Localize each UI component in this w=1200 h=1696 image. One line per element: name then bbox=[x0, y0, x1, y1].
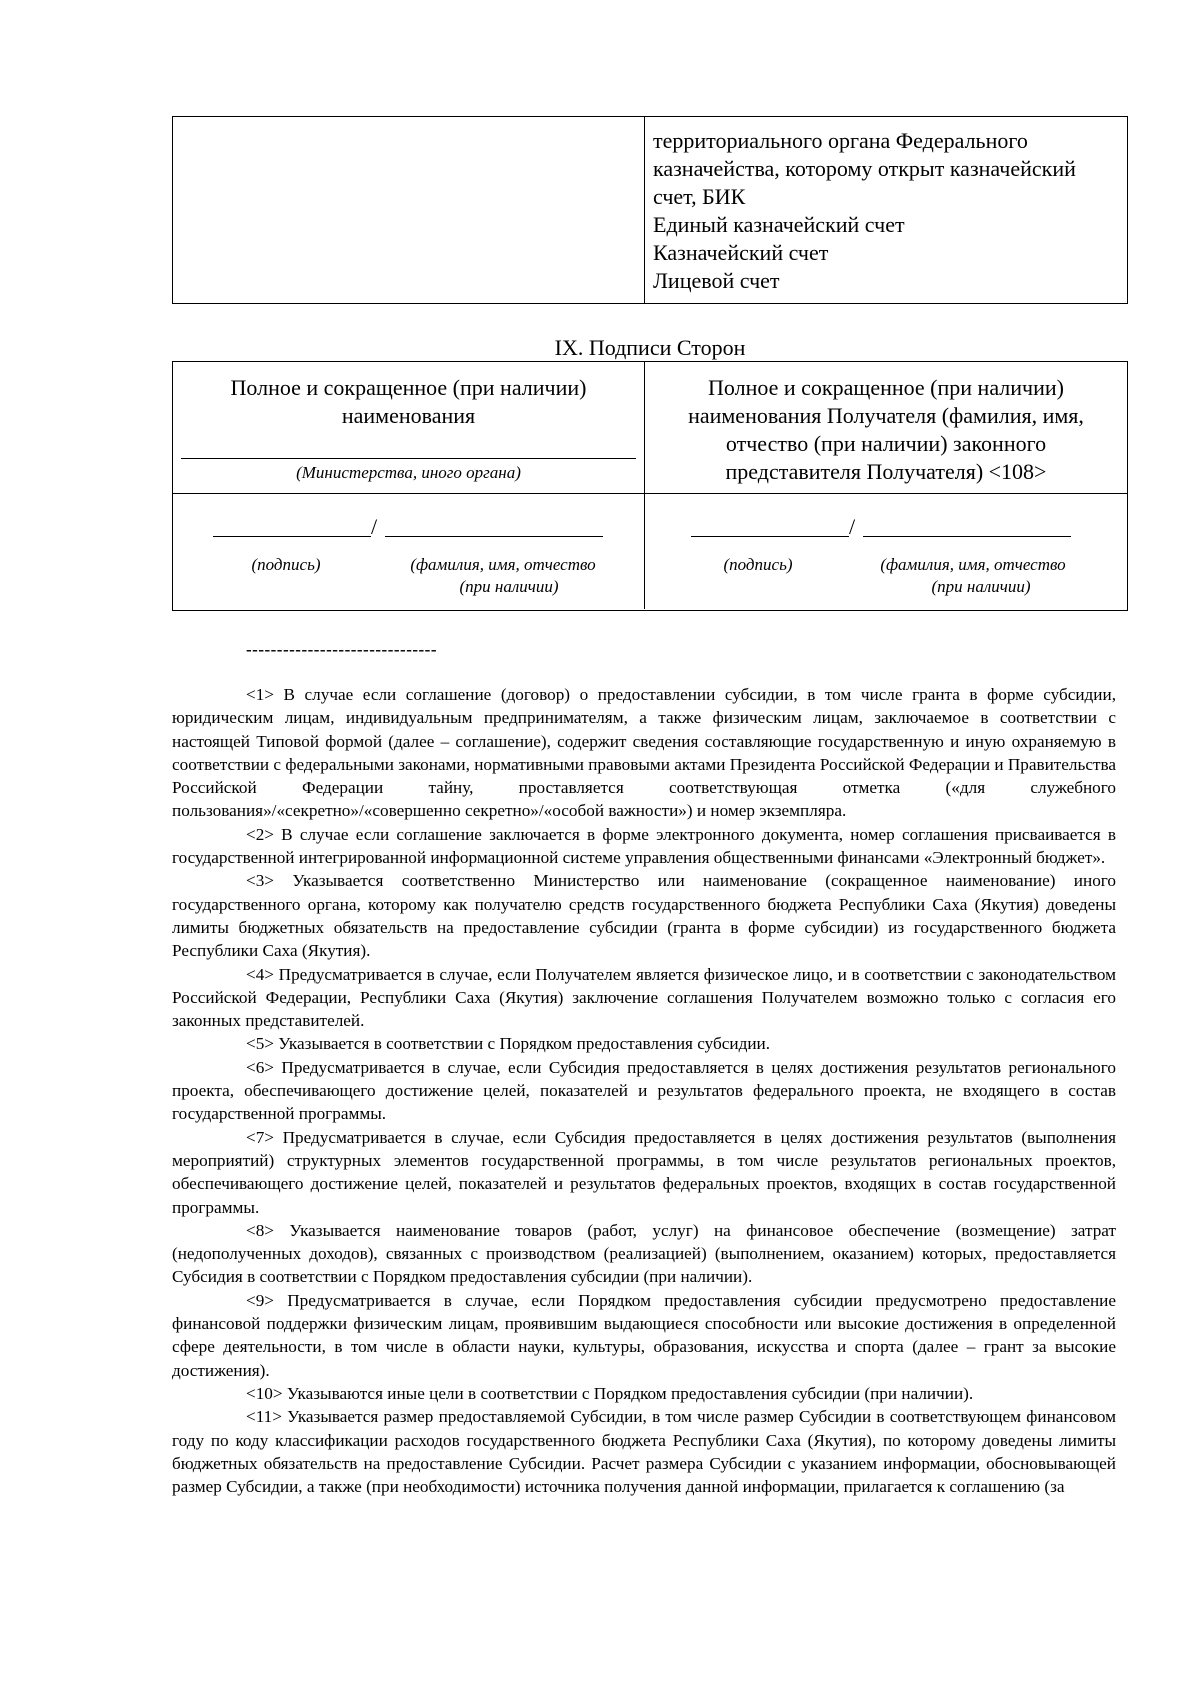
footnote: <9> Предусматривается в случае, если Порядком предоставления субсидии предусмотрено предоставление финансовой поддержки физическим лицам, проявившим выдающиеся способности или высокие достижения в определенной сфере деятельности, в том числе в области науки, культуры, образования, искусства и спорта (далее – грант за высокие достижения). bbox=[172, 1290, 1116, 1380]
name-label-2: (при наличии) bbox=[459, 577, 559, 596]
footnote: <5> Указывается в соответствии с Порядком предоставления субсидии. bbox=[246, 1034, 771, 1054]
bank-details-line: казначейства, которому открыт казначейский bbox=[653, 156, 1076, 181]
name-label: (фамилия, имя, отчество bbox=[880, 555, 1066, 574]
footnote: <8> Указывается наименование товаров (работ, услуг) на финансовое обеспечение (возмещение) затрат (недополученных доходов), связанных с производством (реализацией) (выполнением, оказанием) которых, предоставляется Субсидия в соответствии с Порядком предоставления субсидии (при наличии). bbox=[172, 1220, 1116, 1287]
bank-details-right-cell bbox=[645, 117, 1127, 303]
signature-line bbox=[213, 536, 371, 537]
bank-details-line: Казначейский счет bbox=[653, 240, 829, 265]
recipient-sign-cell bbox=[645, 494, 1127, 609]
signature-label: (подпись) bbox=[723, 555, 793, 574]
bank-details-table bbox=[172, 116, 1128, 304]
slash: / bbox=[371, 514, 378, 539]
slash: / bbox=[849, 514, 856, 539]
footnote: <10> Указываются иные цели в соответствии с Порядком предоставления субсидии (при наличии). bbox=[246, 1383, 974, 1403]
bank-details-left-cell bbox=[173, 117, 645, 303]
signatures-header-row bbox=[173, 362, 1127, 494]
footnote: <11> Указывается размер предоставляемой Субсидии, в том числе размер Субсидии в соответствующем финансовом году по коду классификации расходов государственного бюджета Республики Саха (Якутия), по которому доведены лимиты бюджетных обязательств на предоставление Субсидии. Расчет размера Субсидии с указанием информации, обосновывающей размер Субсидии, а также (при необходимости) источника получения данной информации, прилагается к соглашению (за bbox=[172, 1407, 1116, 1497]
name-line bbox=[863, 536, 1071, 537]
footnote: <2> В случае если соглашение заключается в форме электронного документа, номер соглашения присваивается в государственной интегрированной информационной системе управления общественными финансами «Электронный бюджет». bbox=[172, 824, 1116, 868]
bank-details-line: Лицевой счет bbox=[653, 268, 780, 293]
recipient-name-cell bbox=[645, 362, 1127, 493]
name-line bbox=[385, 536, 603, 537]
bank-details-line: территориального органа Федерального bbox=[653, 128, 1028, 153]
ministry-name-line bbox=[181, 458, 636, 459]
footnote: <6> Предусматривается в случае, если Субсидия предоставляется в целях достижения результатов регионального проекта, обеспечивающего достижение целей, показателей и результатов федерального проекта, не входящего в состав государственной программы. bbox=[172, 1057, 1116, 1124]
footnotes bbox=[172, 683, 1116, 1498]
footnote: <3> Указывается соответственно Министерство или наименование (сокращенное наименование) иного государственного органа, которому как получателю средств государственного бюджета Республики Саха (Якутия) доведены лимиты бюджетных обязательств на предоставление субсидии (гранта в форме субсидии) из государственного бюджета Республики Саха (Якутия). bbox=[172, 871, 1116, 961]
footnote: <7> Предусматривается в случае, если Субсидия предоставляется в целях достижения результатов (выполнения мероприятий) структурных элементов государственной программы, в том числе результатов региональных проектов, обеспечивающего достижение целей, показателей и результатов федеральных проектов, входящих в состав государственной программы. bbox=[172, 1127, 1116, 1217]
recipient-header: Полное и сокращенное (при наличии) наименования Получателя (фамилия, имя, отчество (при наличии) законного представителя Получателя) <108> bbox=[688, 375, 1084, 484]
signatures-sign-row bbox=[173, 494, 1127, 609]
bank-details-line: счет, БИК bbox=[653, 184, 746, 209]
signature-line bbox=[691, 536, 849, 537]
ministry-sign-cell bbox=[173, 494, 645, 609]
footnote-separator: ------------------------------- bbox=[246, 640, 437, 659]
section-title: IX. Подписи Сторон bbox=[554, 335, 746, 360]
footnote: <1> В случае если соглашение (договор) о предоставлении субсидии, в том числе гранта в форме субсидии, юридическим лицам, индивидуальным предпринимателям, а также физическим лицам, заключаемое в соответствии с настоящей Типовой формой (далее – соглашение), содержит сведения составляющие государственную и иную охраняемую в соответствии с федеральными законами, нормативными правовыми актами Президента Российской Федерации и Правительства Российской Федерации тайну, проставляется соответствующая отметка («для служебного пользования»/«секретно»/«совершенно секретно»/«особой важности») и номер экземпляра. bbox=[172, 685, 1116, 821]
name-label-2: (при наличии) bbox=[931, 577, 1031, 596]
ministry-caption: (Министерства, иного органа) bbox=[296, 463, 521, 482]
signatures-table bbox=[172, 361, 1128, 611]
signature-label: (подпись) bbox=[251, 555, 321, 574]
footnote: <4> Предусматривается в случае, если Получателем является физическое лицо, и в соответствии с законодательством Российской Федерации, Республики Саха (Якутия) заключение соглашения Получателем возможно только с согласия его законных представителей. bbox=[172, 964, 1116, 1031]
ministry-name-cell bbox=[173, 362, 645, 493]
name-label: (фамилия, имя, отчество bbox=[410, 555, 596, 574]
ministry-header: Полное и сокращенное (при наличии) наименования bbox=[230, 375, 587, 428]
bank-details-line: Единый казначейский счет bbox=[653, 212, 905, 237]
